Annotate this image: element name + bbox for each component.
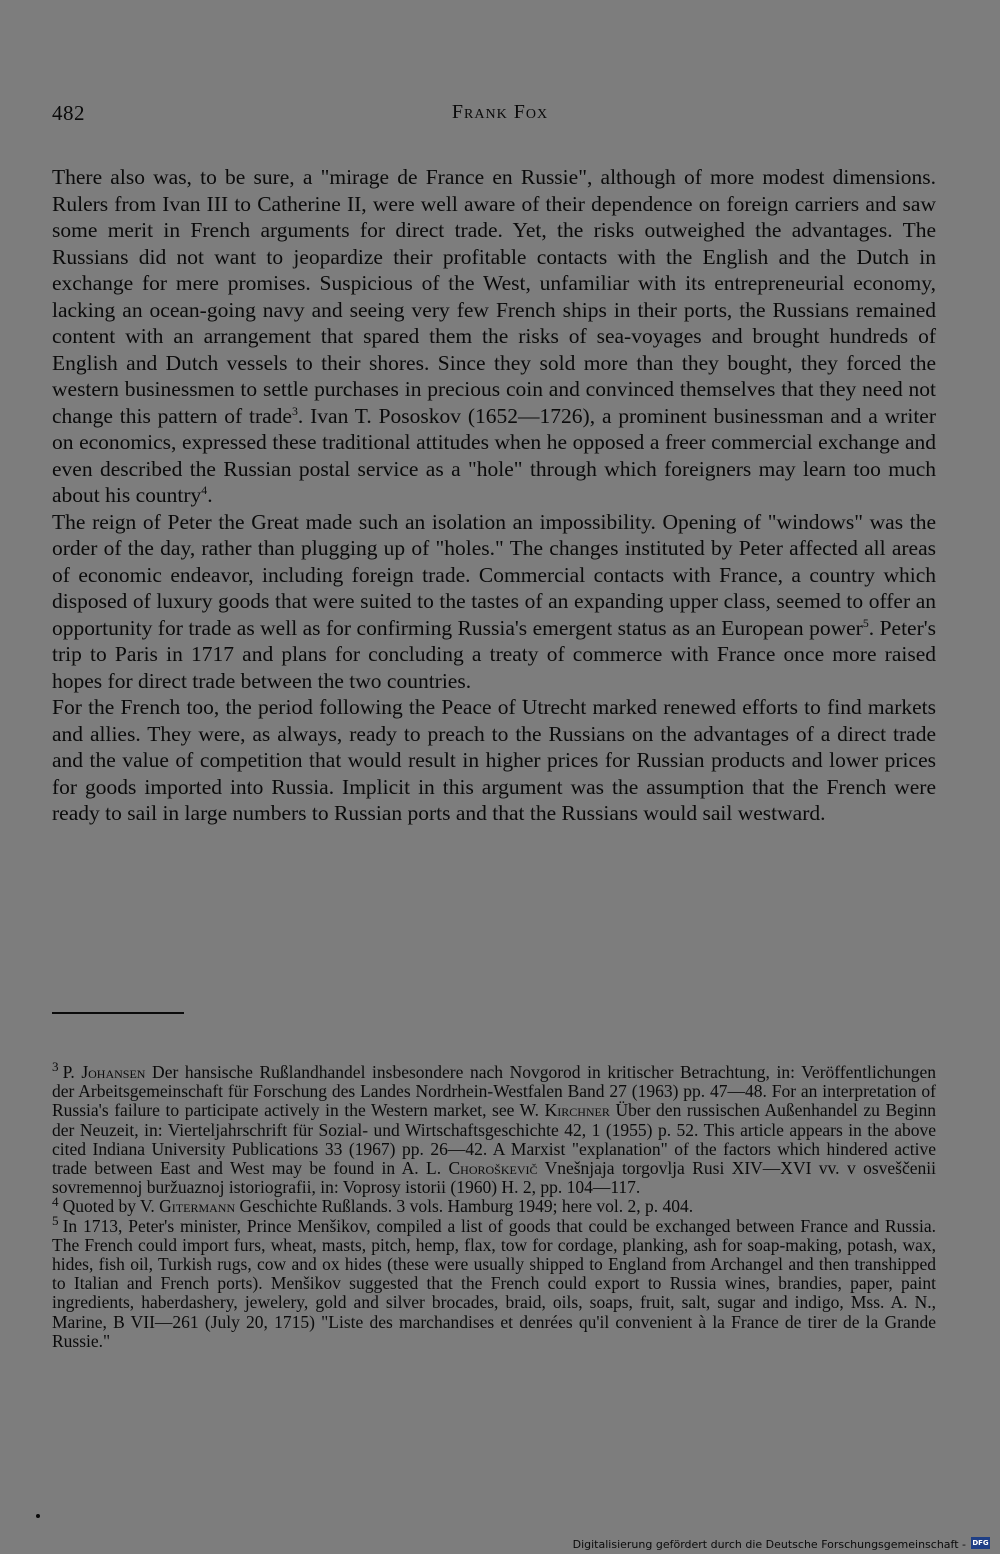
paragraph-text: For the French too, the period following the Peace of Utrecht marked renewed efforts to find markets and allies. They were, as always, ready to preach to the Russians on the advantages of a direct trade and the value of competition that would result in higher prices for Russian products and lower prices for goods imported into Russia. Implicit in this argument was the assumption that the French were ready to sail in large numbers to Russian ports and that the Russians would sail westward. xyxy=(52,695,936,825)
footnote-ref[interactable]: 5 xyxy=(862,615,869,630)
paragraph-text: There also was, to be sure, a "mirage de France en Russie", although of more modest dimensions. Rulers from Ivan III to Catherine II, were well aware of their dependence on foreign carriers and saw some merit in French arguments for direct trade. Yet, the risks outweighed the advantages. The Russians did not want to jeopardize their profitable contacts with the English and the Dutch in exchange for mere promises. Suspicious of the West, unfamiliar with its entrepreneurial economy, lacking an ocean-going navy and seeing very few French ships in their ports, the Russians remained content with an arrangement that spared them the risks of sea-voyages and brought hundreds of English and Dutch vessels to their shores. Since they sold more than they bought, they forced the western businessmen to settle purchases in precious coin and convinced themselves that they need not change this pattern of trade xyxy=(52,165,936,428)
running-head: Frank Fox xyxy=(451,101,549,123)
footnote-text: Geschichte Rußlands. 3 vols. Hamburg 1949; here vol. 2, p. 404. xyxy=(235,1196,694,1217)
footnote-author: Kirchner xyxy=(544,1100,610,1121)
paragraph xyxy=(52,164,936,509)
digitization-credit: Digitalisierung gefördert durch die Deutsche Forschungsgemeinschaft - xyxy=(572,1538,966,1551)
paragraph-text: . Ivan T. Pososkov (1652—1726), a prominent businessman and a writer on economics, expressed these traditional attitudes when he opposed a freer commercial exchange and even described the Russian postal service as a "hole" through which foreigners may learn too much about his country xyxy=(52,403,936,507)
page-number: 482 xyxy=(52,101,85,125)
footnote-text: Über den russischen Außenhandel zu Beginn der Neuzeit, in: Vierteljahrschrift für Sozial- und Wirtschaftsgeschichte 42, 1 (1955) p. 52. This article appears in the above cited Indiana University Publications 33 (1967) pp. 26—42. A Marxist "explanation" of the factors which hindered active trade between East and West may be found in A. L. xyxy=(52,1100,937,1179)
footnote xyxy=(52,1193,936,1217)
footnote-text: Quoted by V. xyxy=(62,1196,160,1217)
dfg-logo-icon: DFG xyxy=(972,1539,989,1547)
footnote-number: 4 xyxy=(52,1193,59,1209)
paragraph-text: . xyxy=(207,483,213,507)
footnotes xyxy=(52,1059,937,1351)
footnote-text: In 1713, Peter's minister, Prince Menšikov, compiled a list of goods that could be exchanged between France and Russia. The French could import furs, wheat, masts, pitch, hemp, flax, tow for cordage, planking, ash for soap-making, potash, wax, hides, fish oil, Turkish rugs, cow and ox hides (these were usually shipped to England from Archangel and then transhipped to Italian and French ports). Menšikov suggested that the French could export to Russia wines, brandies, paper, paint ingredients, haberdashery, jewelery, gold and silver brocades, braid, oils, soaps, fruit, salt, sugar and indigo, Mss. A. N., Marine, B VII—261 (July 20, 1715) "Liste des marchandises et denrées qu'il convenient à la France de tirer de la Grande Russie." xyxy=(52,1215,936,1351)
footnote-number: 3 xyxy=(52,1059,59,1075)
footnote-text: Vnešnjaja torgovlja Rusi XIV—XVI vv. v osveščenii sovremennoj buržuaznoj istoriografii, in: Voprosy istorii (1960) H. 2, pp. 104—117. xyxy=(52,1158,936,1198)
footnote-rule xyxy=(52,1012,184,1014)
footnote xyxy=(52,1059,937,1198)
footnote-author: P. Johansen xyxy=(62,1062,146,1082)
paragraph xyxy=(52,694,936,827)
footnote-ref[interactable]: 3 xyxy=(291,403,298,418)
paragraph xyxy=(52,509,936,695)
footnote xyxy=(52,1212,936,1351)
footnote-author: Gitermann xyxy=(159,1196,236,1217)
paragraph-text: The reign of Peter the Great made such an isolation an impossibility. Opening of "windows" was the order of the day, rather than plugging up of "holes." The changes instituted by Peter affected all areas of economic endeavor, including foreign trade. Commercial contacts with France, a country which disposed of luxury goods that were suited to the tastes of an expanding upper class, seemed to offer an opportunity for trade as well as for confirming Russia's emergent status as an European power xyxy=(52,509,936,640)
main-text xyxy=(52,164,936,827)
footnote-ref[interactable]: 4 xyxy=(201,482,208,497)
footnote-author: Choroškevič xyxy=(448,1158,538,1179)
scan-speck xyxy=(36,1514,40,1518)
footnote-number: 5 xyxy=(52,1212,59,1228)
footnote-text: Der hansische Rußlandhandel insbesondere nach Novgorod in kritischer Betrachtung, in: Veröffentlichungen der Arbeitsgemeinschaft für Forschung des Landes Nordrhein-Westfalen Band 27 (1963) pp. 47—48. For an interpretation of Russia's failure to participate actively in the Western market, see W. xyxy=(52,1062,937,1121)
paragraph-text: . Peter's trip to Paris in 1717 and plans for concluding a treaty of commerce with France once more raised hopes for direct trade between the two countries. xyxy=(52,615,936,693)
